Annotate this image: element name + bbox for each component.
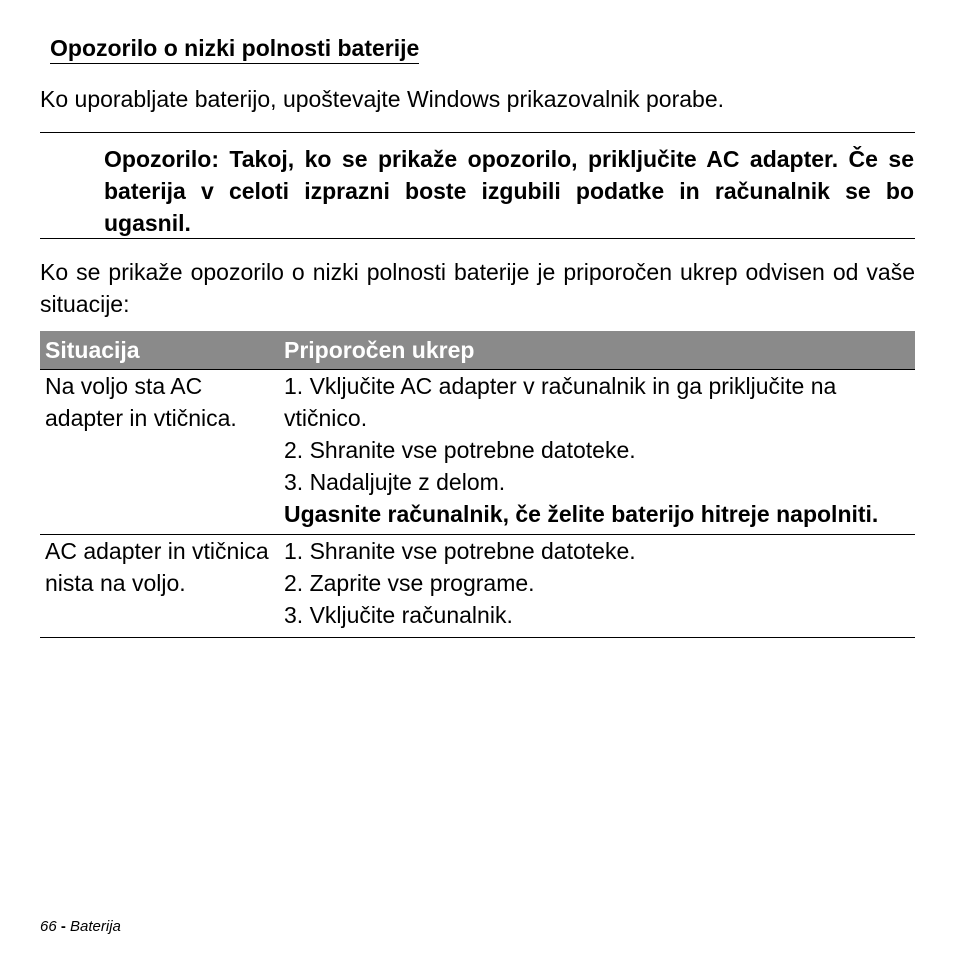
table-row <box>40 370 915 535</box>
action-step: 2. Zaprite vse programe. <box>284 570 535 596</box>
table-header-row <box>40 331 915 370</box>
lead-paragraph: Ko se prikaže opozorilo o nizki polnosti baterije je priporočen ukrep odvisen od vaše situacije: <box>40 259 915 317</box>
action-step: 1. Shranite vse potrebne datoteke. <box>284 538 636 564</box>
action-step: 3. Vključite računalnik. <box>284 602 513 628</box>
action-cell <box>279 535 915 638</box>
intro-paragraph: Ko uporabljate baterijo, upoštevajte Windows prikazovalnik porabe. <box>40 86 725 112</box>
situation-cell: AC adapter in vtičnica nista na voljo. <box>40 535 279 638</box>
chapter-name: Baterija <box>70 918 121 935</box>
recommendation-table <box>40 331 915 638</box>
header-recommended-action: Priporočen ukrep <box>279 331 915 370</box>
situation-cell: Na voljo sta AC adapter in vtičnica. <box>40 370 279 535</box>
footer-separator: - <box>60 918 66 935</box>
action-note: Ugasnite računalnik, če želite baterijo hitreje napolniti. <box>284 501 879 527</box>
action-step: 1. Vključite AC adapter v računalnik in ga priključite na vtičnico. <box>284 373 837 431</box>
page-number: 66 <box>40 918 57 935</box>
section-heading: Opozorilo o nizki polnosti baterije <box>50 34 419 64</box>
action-step: 2. Shranite vse potrebne datoteke. <box>284 437 636 463</box>
header-situation: Situacija <box>40 331 279 370</box>
page-footer <box>40 918 121 936</box>
warning-text: Opozorilo: Takoj, ko se prikaže opozorilo, priključite AC adapter. Če se baterija v celoti izprazni boste izgubili podatke in računalnik se bo ugasnil. <box>104 146 914 236</box>
warning-box <box>40 132 915 239</box>
table-row <box>40 535 915 638</box>
action-cell <box>279 370 915 535</box>
action-step: 3. Nadaljujte z delom. <box>284 469 506 495</box>
